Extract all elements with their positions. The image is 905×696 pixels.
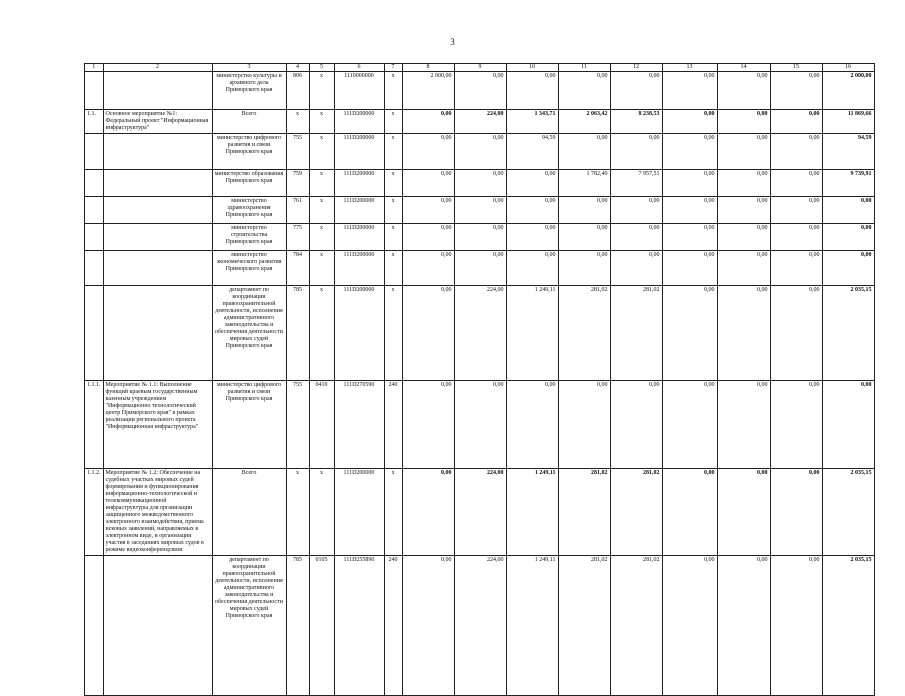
- col-number: [85, 197, 104, 224]
- col-total: 0,00: [822, 197, 874, 224]
- col-2021: 1 343,71: [506, 110, 558, 134]
- col-csr: 111D270590: [334, 381, 384, 469]
- col-2022: 2 063,42: [558, 110, 610, 134]
- col-vr: x: [384, 251, 402, 286]
- col-2019: 0,00: [402, 381, 454, 469]
- table-row: [85, 72, 875, 110]
- col-2021: 1 249,11: [506, 556, 558, 696]
- col-grbs: 785: [286, 556, 309, 696]
- col-rzpr: x: [309, 197, 334, 224]
- col-total: 0,00: [822, 224, 874, 251]
- col-2020: 224,00: [454, 556, 506, 696]
- col-rzpr: 0410: [309, 381, 334, 469]
- col-rzpr: x: [309, 170, 334, 197]
- col-executor: министерство цифрового развития и связи Приморского края: [212, 134, 286, 170]
- col-2024: 0,00: [662, 381, 717, 469]
- col-2023: 0,00: [610, 251, 662, 286]
- col-2021: 0,00: [506, 251, 558, 286]
- col-2023: 281,02: [610, 469, 662, 556]
- col-2024: 0,00: [662, 110, 717, 134]
- col-2019: 0,00: [402, 224, 454, 251]
- col-2023: 7 957,51: [610, 170, 662, 197]
- col-total: 9 739,91: [822, 170, 874, 197]
- header-cell-4: 4: [286, 64, 309, 72]
- col-2023: 281,02: [610, 286, 662, 381]
- col-2025: 0,00: [717, 251, 770, 286]
- header-cell-11: 11: [558, 64, 610, 72]
- col-vr: x: [384, 469, 402, 556]
- col-2021: 0,00: [506, 72, 558, 110]
- col-2024: 0,00: [662, 469, 717, 556]
- col-number: [85, 134, 104, 170]
- col-total: 94,59: [822, 134, 874, 170]
- col-2025: 0,00: [717, 286, 770, 381]
- col-2026: 0,00: [770, 556, 822, 696]
- col-2026: 0,00: [770, 134, 822, 170]
- col-2020: 0,00: [454, 197, 506, 224]
- col-2020: 0,00: [454, 224, 506, 251]
- col-number: [85, 224, 104, 251]
- col-vr: x: [384, 170, 402, 197]
- table-row: [85, 251, 875, 286]
- header-cell-9: 9: [454, 64, 506, 72]
- col-2022: 281,02: [558, 556, 610, 696]
- col-executor: министерство здравоохранения Приморского края: [212, 197, 286, 224]
- col-2023: 0,00: [610, 224, 662, 251]
- col-vr: x: [384, 197, 402, 224]
- col-2025: 0,00: [717, 224, 770, 251]
- col-total: 2 035,15: [822, 556, 874, 696]
- table-row: [85, 469, 875, 556]
- col-2021: 1 249,11: [506, 286, 558, 381]
- col-2019: 0,00: [402, 251, 454, 286]
- col-2020: 0,00: [454, 251, 506, 286]
- col-executor: департамент по координации правоохранительной деятельности, исполнения административного законодательства и обеспечения деятельности мировых судей Приморского края: [212, 286, 286, 381]
- col-executor: департамент по координации правоохранительной деятельности, исполнения административного законодательства и обеспечения деятельности мировых судей Приморского края: [212, 556, 286, 696]
- col-total: 2 035,15: [822, 469, 874, 556]
- col-grbs: 759: [286, 170, 309, 197]
- col-2026: 0,00: [770, 251, 822, 286]
- col-2026: 0,00: [770, 381, 822, 469]
- col-2025: 0,00: [717, 469, 770, 556]
- header-cell-15: 15: [770, 64, 822, 72]
- col-2024: 0,00: [662, 170, 717, 197]
- col-2022: 1 782,40: [558, 170, 610, 197]
- col-2020: 224,00: [454, 469, 506, 556]
- table-row: [85, 224, 875, 251]
- col-name: [103, 170, 212, 197]
- col-2023: 281,02: [610, 556, 662, 696]
- col-csr: 111D200000: [334, 224, 384, 251]
- col-name: [103, 72, 212, 110]
- col-2024: 0,00: [662, 556, 717, 696]
- col-2026: 0,00: [770, 197, 822, 224]
- col-number: [85, 556, 104, 696]
- col-2024: 0,00: [662, 224, 717, 251]
- col-2021: 0,00: [506, 170, 558, 197]
- col-2020: 224,00: [454, 286, 506, 381]
- col-rzpr: x: [309, 286, 334, 381]
- col-csr: 111D200000: [334, 251, 384, 286]
- col-grbs: 761: [286, 197, 309, 224]
- col-number: 1.1.2.: [85, 469, 104, 556]
- col-2024: 0,00: [662, 134, 717, 170]
- col-2021: 1 249,11: [506, 469, 558, 556]
- col-executor: министерство цифрового развития и связи Приморского края: [212, 381, 286, 469]
- col-2025: 0,00: [717, 381, 770, 469]
- header-cell-7: 7: [384, 64, 402, 72]
- header-row: [85, 64, 875, 72]
- col-2019: 0,00: [402, 110, 454, 134]
- table-row: [85, 197, 875, 224]
- header-cell-3: 3: [212, 64, 286, 72]
- col-2026: 0,00: [770, 224, 822, 251]
- table-row: [85, 556, 875, 696]
- col-2022: 0,00: [558, 134, 610, 170]
- col-executor: министерство экономического развития Приморского края: [212, 251, 286, 286]
- col-number: [85, 170, 104, 197]
- col-2022: 0,00: [558, 72, 610, 110]
- col-2023: 0,00: [610, 72, 662, 110]
- col-2022: 281,02: [558, 286, 610, 381]
- header-cell-12: 12: [610, 64, 662, 72]
- col-2022: 0,00: [558, 197, 610, 224]
- col-2021: 0,00: [506, 224, 558, 251]
- col-number: [85, 72, 104, 110]
- header-cell-5: 5: [309, 64, 334, 72]
- col-2019: 0,00: [402, 197, 454, 224]
- col-executor: Всего: [212, 469, 286, 556]
- col-executor: министерство культуры и архивного дела Приморского края: [212, 72, 286, 110]
- col-name: Мероприятие № 1.2: Обеспечение на судебных участках мировых судей формирования и функционирования информационно-технологической и телекоммуникационной инфраструктуры для организации защищенного межведомственного электронного взаимодействия, приема исковых заявлений, направляемых в электронном виде, и организации участия в заседаниях мировых судов в режиме видеоконференцсвязи: [103, 469, 212, 556]
- col-2024: 0,00: [662, 286, 717, 381]
- col-2024: 0,00: [662, 72, 717, 110]
- col-2022: 0,00: [558, 251, 610, 286]
- col-2022: 0,00: [558, 224, 610, 251]
- col-2026: 0,00: [770, 286, 822, 381]
- col-2024: 0,00: [662, 197, 717, 224]
- col-name: Основное мероприятие №1: Федеральный проект "Информационная инфраструктура": [103, 110, 212, 134]
- col-csr: 1110000000: [334, 72, 384, 110]
- col-2023: 0,00: [610, 381, 662, 469]
- col-2019: 0,00: [402, 469, 454, 556]
- col-2023: 0,00: [610, 134, 662, 170]
- col-grbs: 806: [286, 72, 309, 110]
- col-2025: 0,00: [717, 134, 770, 170]
- col-number: [85, 251, 104, 286]
- col-2021: 0,00: [506, 197, 558, 224]
- col-2020: 0,00: [454, 72, 506, 110]
- col-csr: 111D255890: [334, 556, 384, 696]
- col-grbs: 784: [286, 251, 309, 286]
- col-2019: 0,00: [402, 170, 454, 197]
- col-name: [103, 224, 212, 251]
- col-vr: x: [384, 224, 402, 251]
- col-2025: 0,00: [717, 197, 770, 224]
- col-2024: 0,00: [662, 251, 717, 286]
- col-grbs: 785: [286, 286, 309, 381]
- col-2019: 0,00: [402, 556, 454, 696]
- col-name: [103, 134, 212, 170]
- header-cell-13: 13: [662, 64, 717, 72]
- col-csr: 111D200000: [334, 469, 384, 556]
- col-2020: 224,00: [454, 110, 506, 134]
- col-total: 0,00: [822, 251, 874, 286]
- table-row: [85, 110, 875, 134]
- col-2026: 0,00: [770, 469, 822, 556]
- col-grbs: 755: [286, 134, 309, 170]
- col-2019: 0,00: [402, 134, 454, 170]
- col-total: 2 035,15: [822, 286, 874, 381]
- col-vr: 240: [384, 381, 402, 469]
- col-number: [85, 286, 104, 381]
- col-rzpr: x: [309, 72, 334, 110]
- table-row: [85, 170, 875, 197]
- col-2020: 0,00: [454, 170, 506, 197]
- col-grbs: 775: [286, 224, 309, 251]
- col-rzpr: x: [309, 110, 334, 134]
- budget-table: [84, 63, 875, 696]
- col-2022: 281,02: [558, 469, 610, 556]
- col-number: 1.1.: [85, 110, 104, 134]
- col-vr: x: [384, 286, 402, 381]
- col-vr: x: [384, 110, 402, 134]
- col-name: Мероприятие № 1.1: Выполнение функций краевым государственным казенным учреждением "Информационно технологический центр Приморского края" в рамках реализации регионального проекта "Информационная инфраструктура": [103, 381, 212, 469]
- table-row: [85, 134, 875, 170]
- col-number: 1.1.1.: [85, 381, 104, 469]
- header-cell-1: 1: [85, 64, 104, 72]
- table-row: [85, 286, 875, 381]
- col-vr: x: [384, 72, 402, 110]
- col-total: 0,00: [822, 381, 874, 469]
- col-2025: 0,00: [717, 110, 770, 134]
- col-2026: 0,00: [770, 170, 822, 197]
- col-csr: 111D200000: [334, 197, 384, 224]
- col-rzpr: x: [309, 224, 334, 251]
- col-executor: Всего: [212, 110, 286, 134]
- col-total: 2 000,00: [822, 72, 874, 110]
- col-rzpr: 0105: [309, 556, 334, 696]
- col-name: [103, 251, 212, 286]
- header-cell-2: 2: [103, 64, 212, 72]
- col-2023: 0,00: [610, 197, 662, 224]
- header-cell-8: 8: [402, 64, 454, 72]
- col-total: 11 869,66: [822, 110, 874, 134]
- header-cell-10: 10: [506, 64, 558, 72]
- col-vr: 240: [384, 556, 402, 696]
- col-name: [103, 286, 212, 381]
- col-vr: x: [384, 134, 402, 170]
- col-csr: 111D200000: [334, 170, 384, 197]
- col-rzpr: x: [309, 469, 334, 556]
- col-2026: 0,00: [770, 110, 822, 134]
- table-row: [85, 381, 875, 469]
- col-executor: министерство образования Приморского края: [212, 170, 286, 197]
- page-number: 3: [450, 37, 455, 47]
- header-cell-16: 16: [822, 64, 874, 72]
- col-2021: 94,59: [506, 134, 558, 170]
- col-2022: 0,00: [558, 381, 610, 469]
- col-rzpr: x: [309, 251, 334, 286]
- col-name: [103, 556, 212, 696]
- col-executor: министерство строительства Приморского края: [212, 224, 286, 251]
- header-cell-14: 14: [717, 64, 770, 72]
- col-2025: 0,00: [717, 170, 770, 197]
- col-2023: 8 238,53: [610, 110, 662, 134]
- col-grbs: 755: [286, 381, 309, 469]
- col-2019: 0,00: [402, 286, 454, 381]
- col-2020: 0,00: [454, 134, 506, 170]
- col-name: [103, 197, 212, 224]
- col-2019: 2 000,00: [402, 72, 454, 110]
- header-cell-6: 6: [334, 64, 384, 72]
- col-rzpr: x: [309, 134, 334, 170]
- col-2020: 0,00: [454, 381, 506, 469]
- col-2021: 0,00: [506, 381, 558, 469]
- col-grbs: x: [286, 469, 309, 556]
- col-csr: 111D200000: [334, 110, 384, 134]
- col-csr: 111D200000: [334, 286, 384, 381]
- col-2026: 0,00: [770, 72, 822, 110]
- col-grbs: x: [286, 110, 309, 134]
- col-2025: 0,00: [717, 556, 770, 696]
- col-2025: 0,00: [717, 72, 770, 110]
- col-csr: 111D200000: [334, 134, 384, 170]
